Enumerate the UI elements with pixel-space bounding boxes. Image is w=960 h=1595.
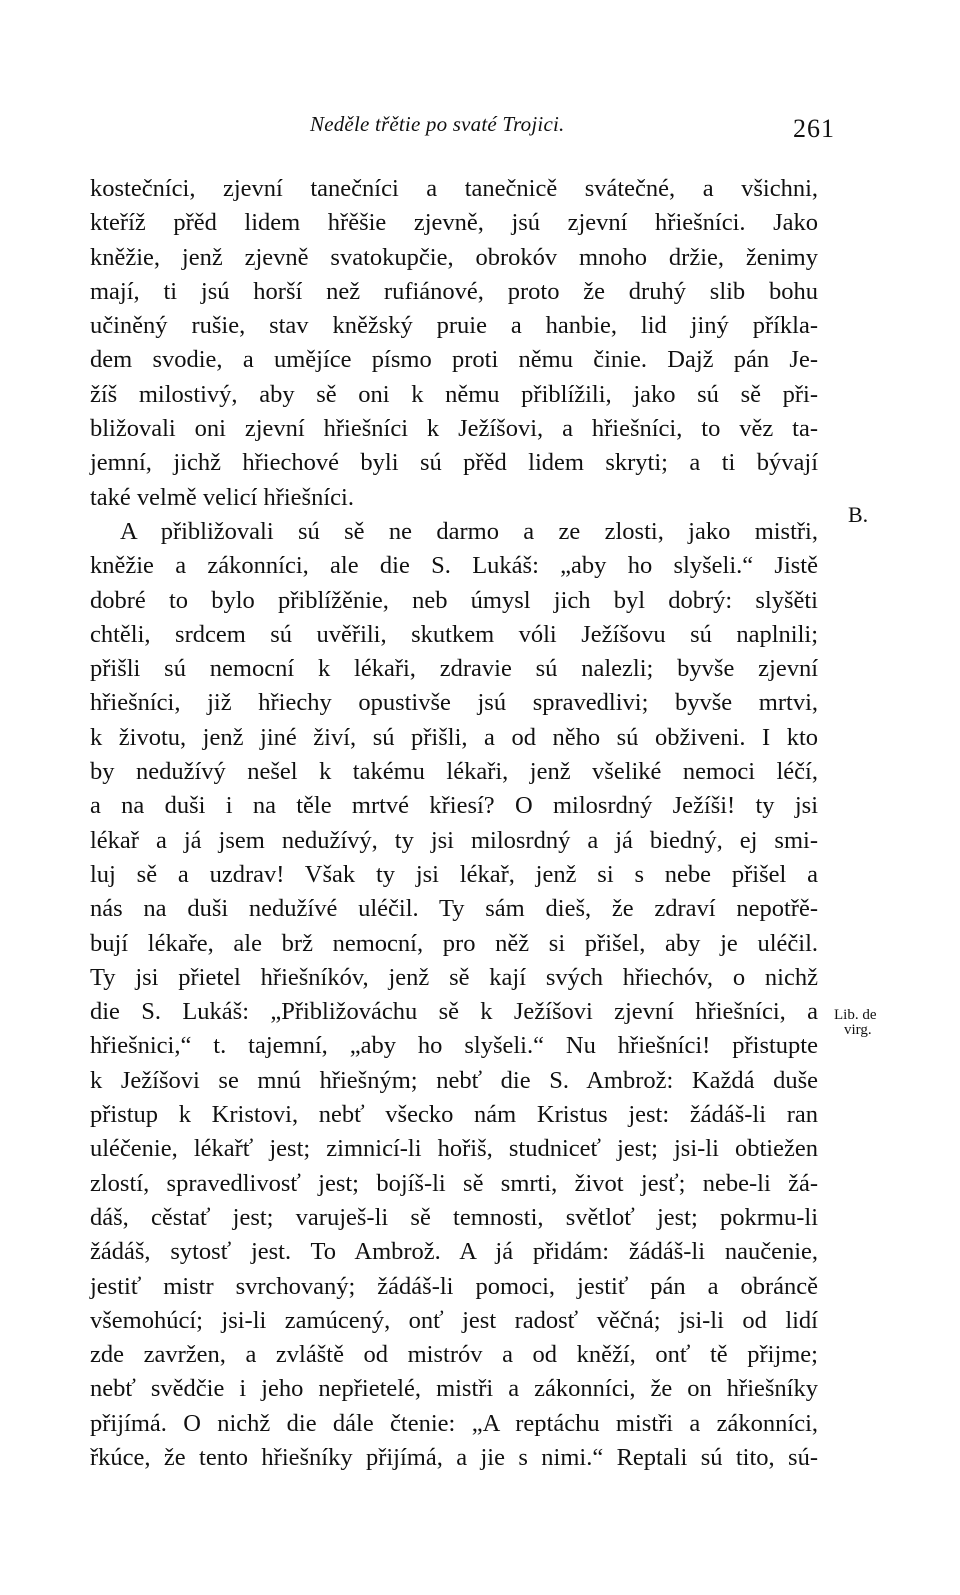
text-line: řkúce, že tento hřiešníky přijímá, a jie s nimi.“ Reptali sú tito, sú-	[90, 1443, 818, 1471]
text-line: dobré to bylo přiblížěnie, neb úmysl jich byl dobrý: slyšěti	[90, 586, 818, 614]
text-line: bližovali oni zjevní hřiešníci k Ježíšovi, a hřiešníci, to věz ta-	[90, 415, 818, 443]
text-line: nebť svědčie i jeho nepřietelé, mistři a zákonníci, že on hřiešníky	[90, 1375, 818, 1403]
text-line: nás na duši nedužívé uléčil. Ty sám dieš, že zdraví nepotřě-	[90, 895, 818, 923]
text-line: učiněný rušie, stav kněžský pruie a hanbie, lid jiný příkla-	[90, 312, 818, 340]
text-line: jestiť mistr svrchovaný; žádáš-li pomoci, jestiť pán a obráncě	[90, 1272, 818, 1300]
text-line: k Ježíšovi se mnú hřiešným; nebť die S. Ambrož: Každá duše	[90, 1066, 818, 1094]
text-line: jemní, jichž hřiechové byli sú přěd lidem skryti; a ti bývají	[90, 449, 818, 477]
running-title: Neděle třětie po svaté Trojici.	[310, 112, 565, 136]
text-line: lékař a já jsem nedužívý, ty jsi milosrdný a já biedný, ej smi-	[90, 826, 818, 854]
marginal-note-lib-line2: virg.	[844, 1022, 872, 1038]
text-line: všemohúcí; jsi-li zamúcený, onť jest radosť věčná; jsi-li od lidí	[90, 1306, 818, 1334]
text-line: A přibližovali sú sě ne darmo a ze zlosti, jako mistři,	[120, 517, 818, 545]
text-line: hřiešníci, již hřiechy opustivše jsú spravedlivi; byvše mrtvi,	[90, 689, 818, 717]
text-line: také velmě velicí hřiešníci.	[90, 483, 354, 511]
text-line: kteříž přěd lidem hřěšie zjevně, jsú zjevní hřiešníci. Jako	[90, 209, 818, 237]
text-line: mají, ti jsú horší než rufiánové, proto že druhý slib bohu	[90, 277, 818, 305]
text-line: Ty jsi přietel hřiešníkóv, jenž sě kají svých hřiechóv, o nichž	[90, 963, 818, 991]
text-line: kostečníci, zjevní tanečníci a tanečnicě svátečné, a všichni,	[90, 175, 818, 202]
text-line: chtěli, srdcem sú uvěřili, skutkem vóli Ježíšovu sú naplnili;	[90, 620, 818, 648]
text-line: dem svodie, a umějíce písmo proti němu činie. Dajž pán Je-	[90, 346, 818, 374]
text-line: žíš milostivý, aby sě oni k němu přiblížili, jako sú sě při-	[90, 380, 818, 408]
marginal-note-lib	[834, 1008, 904, 1038]
text-line: kněžie a zákonníci, ale die S. Lukáš: „aby ho slyšeli.“ Jistě	[90, 552, 818, 580]
text-line: dáš, cěstať jest; varuješ-li sě temnosti, světloť jest; pokrmu-li	[90, 1203, 818, 1231]
page-number: 261	[793, 114, 835, 143]
marginal-note-b: B.	[848, 502, 869, 527]
text-line: zlostí, spravedlivosť jest; bojíš-li sě smrti, život jesť; nebe-li žá-	[90, 1169, 818, 1197]
text-line: uléčenie, lékařť jest; zimnicí-li hořiš, studniceť jest; jsi-li obtiežen	[90, 1135, 818, 1163]
text-line: kněžie, jenž zjevně svatokupčie, obrokóv mnoho držie, ženimy	[90, 243, 818, 271]
text-line: přišli sú nemocní k lékaři, zdravie sú nalezli; byvše zjevní	[90, 655, 818, 683]
text-line: by nedužívý nešel k takému lékaři, jenž všeliké nemoci léčí,	[90, 758, 818, 786]
text-line: žádáš, sytosť jest. To Ambrož. A já přidám: žádáš-li naučenie,	[90, 1238, 818, 1266]
text-line: hřiešnici,“ t. tajemní, „aby ho slyšeli.“ Nu hřiešníci! přistupte	[90, 1032, 818, 1060]
text-line: přijímá. O nichž die dále čtenie: „A reptáchu mistři a zákonníci,	[90, 1409, 818, 1437]
text-line: k životu, jenž jiné živí, sú přišli, a od něho sú obživeni. I kto	[90, 723, 818, 751]
text-line: přistup k Kristovi, nebť všecko nám Kristus jest: žádáš-li ran	[90, 1101, 818, 1129]
body-text	[90, 172, 818, 1475]
text-line: a na duši i na těle mrtvé křiesí? O milosrdný Ježíši! ty jsi	[90, 792, 818, 820]
text-line: luj sě a uzdrav! Však ty jsi lékař, jenž si s nebe přišel a	[90, 860, 818, 888]
text-line: zde zavržen, a zvláště od mistróv a od kněží, onť tě přijme;	[90, 1341, 818, 1369]
marginal-note-lib-line1: Lib. de	[834, 1007, 877, 1023]
text-line: bují lékaře, ale brž nemocní, pro něž si přišel, aby je uléčil.	[90, 929, 818, 957]
text-line: die S. Lukáš: „Přibližováchu sě k Ježíšovi zjevní hřiešníci, a	[90, 998, 818, 1026]
